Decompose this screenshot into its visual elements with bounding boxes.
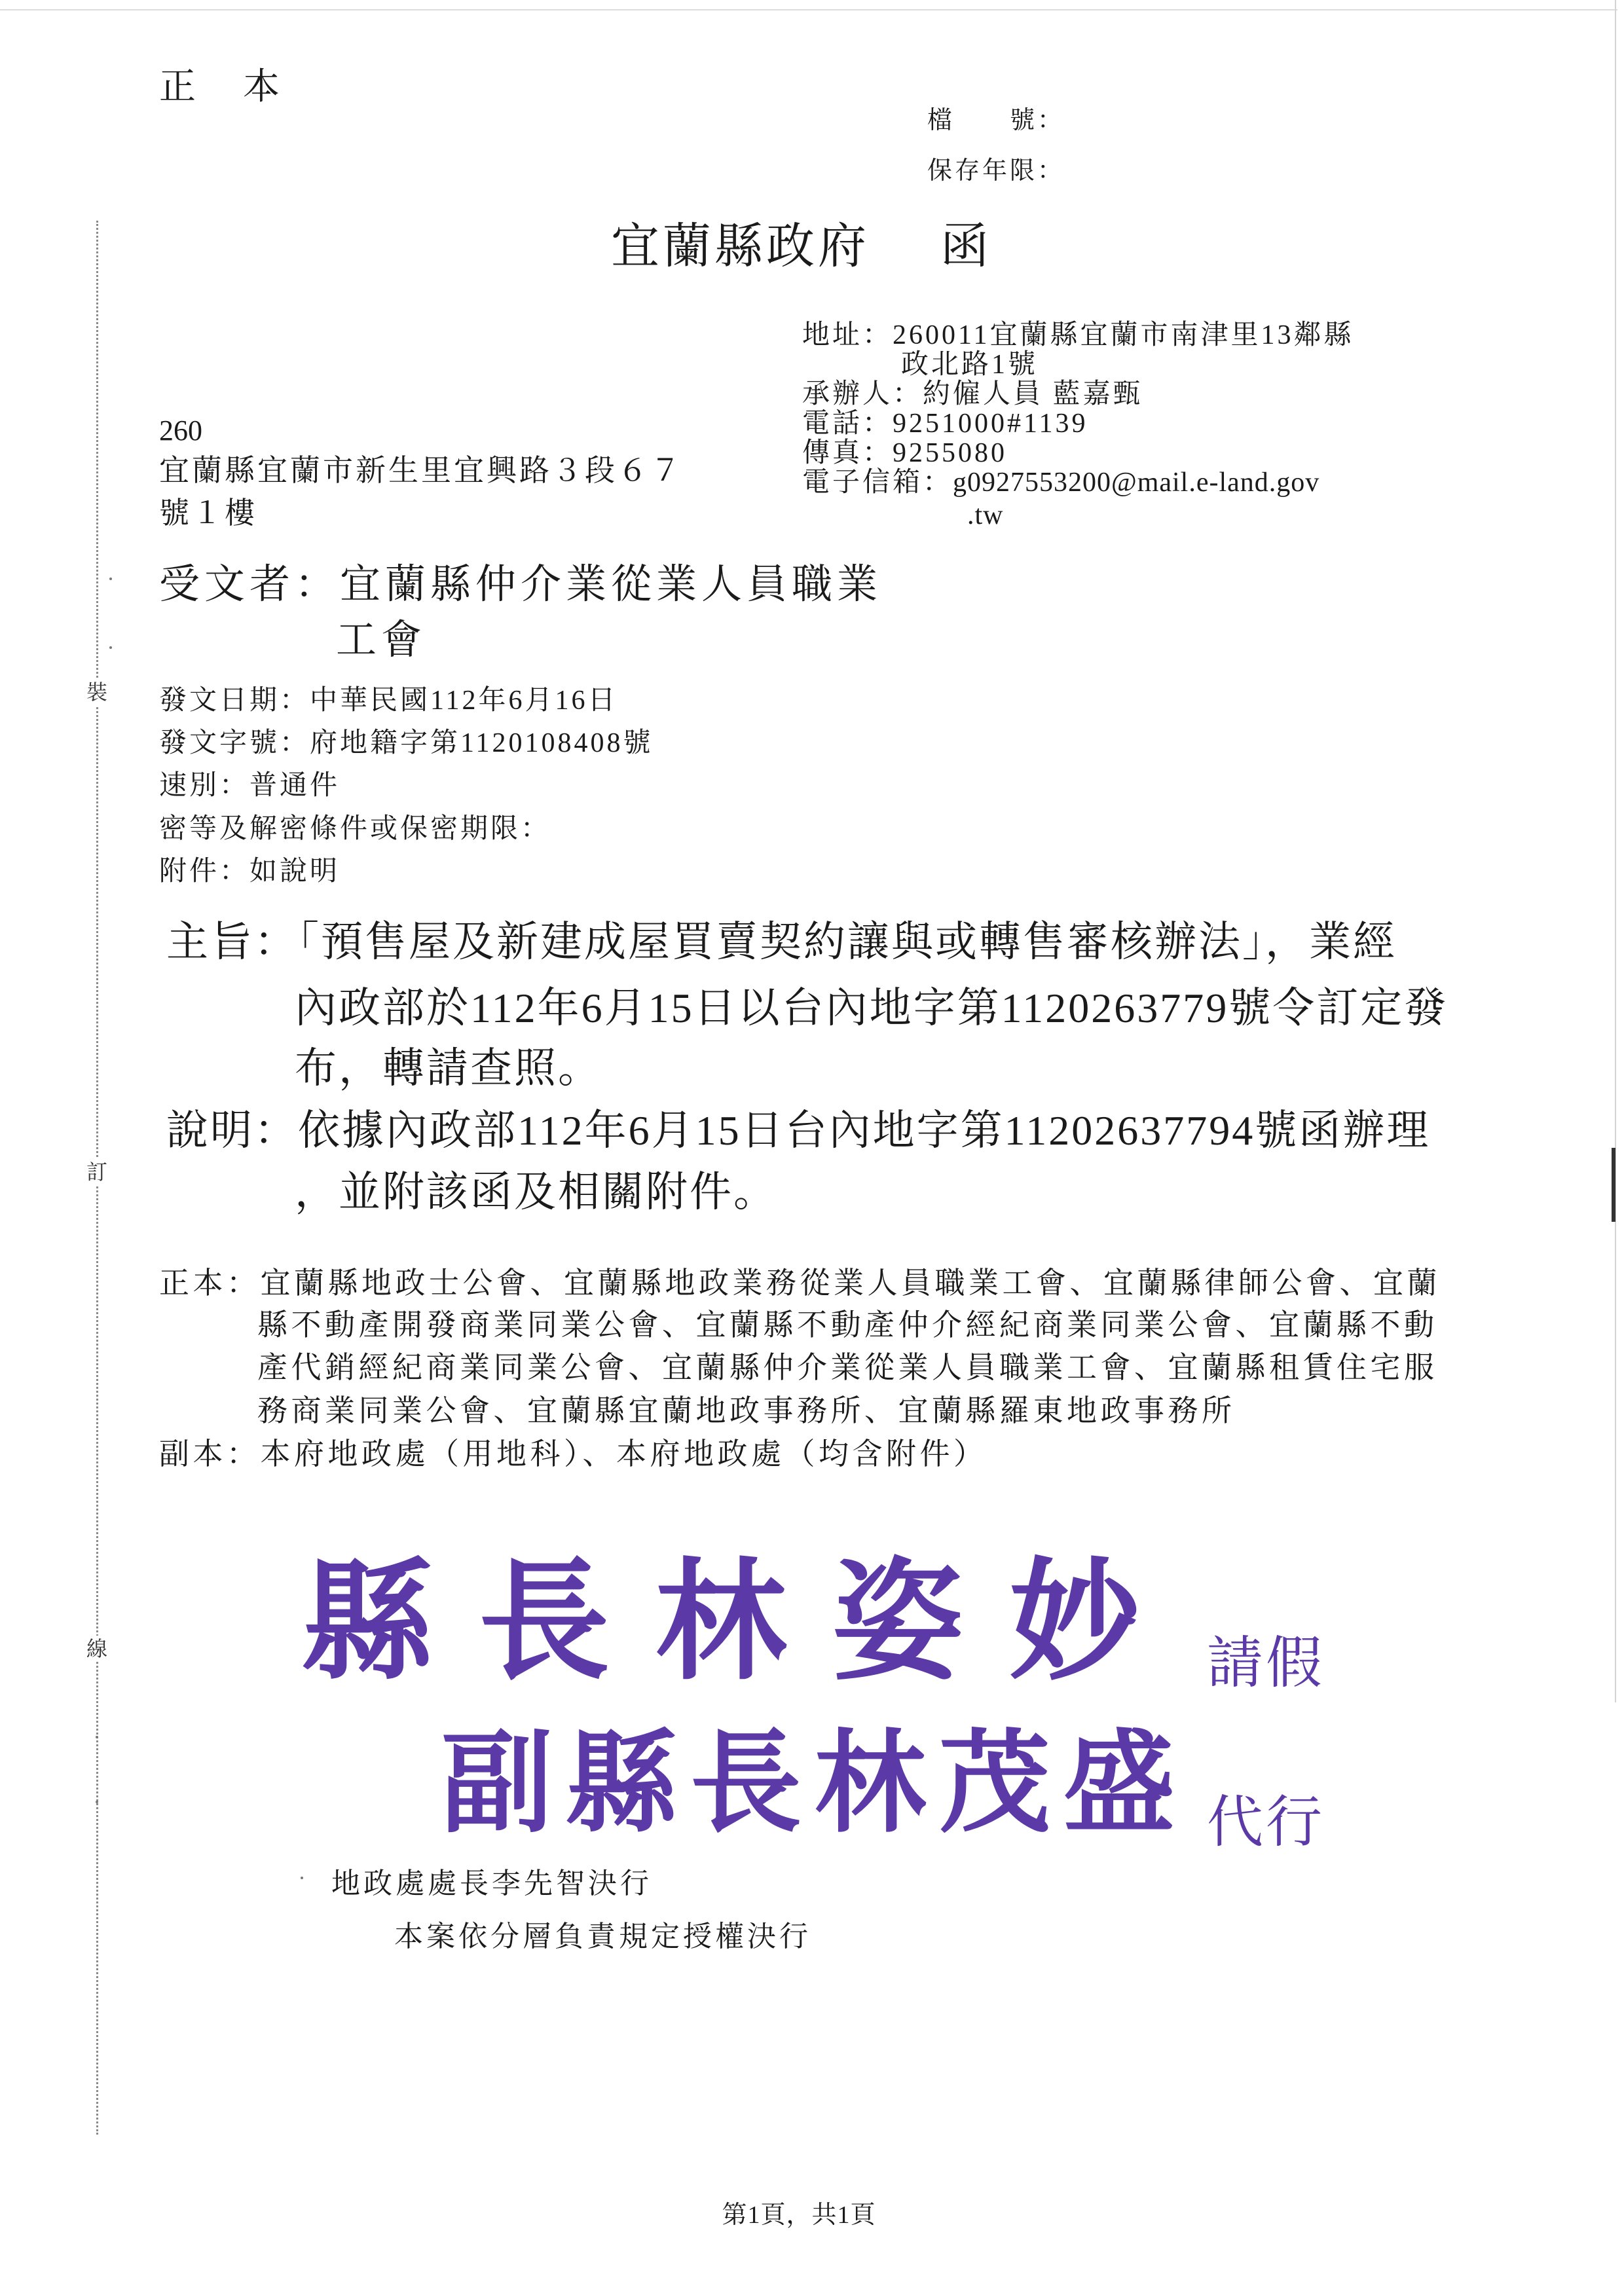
subject-line: 「預售屋及新建成屋買賣契約讓與或轉售審核辦法」，業經 xyxy=(298,919,1397,965)
sender-phone-label: 電話： xyxy=(802,409,893,439)
approval-line: 地政處處長李先智決行 xyxy=(331,1867,652,1900)
scan-speck xyxy=(109,646,112,649)
original-recipients-line: 產代銷經紀商業同業公會、宜蘭縣仲介業從業人員職業工會、宜蘭縣租賃住宅服 xyxy=(257,1351,1438,1384)
copy-recipients-label: 副本： xyxy=(159,1437,261,1471)
subject-row xyxy=(166,921,1397,963)
recipient-name: 宜蘭縣仲介業從業人員職業 xyxy=(340,562,883,607)
scan-top-edge xyxy=(0,9,1617,10)
sender-fax-label: 傳真： xyxy=(802,438,893,468)
copy-recipients-row xyxy=(159,1439,987,1469)
urgency-value: 普通件 xyxy=(249,771,341,801)
sender-handler-label: 承辦人： xyxy=(802,379,923,409)
document-number-label: 發文字號： xyxy=(159,728,310,758)
attachment-value: 如說明 xyxy=(249,856,341,887)
authorization-line: 本案依分層負責規定授權決行 xyxy=(394,1920,811,1953)
sender-email-label: 電子信箱： xyxy=(802,468,953,498)
scan-speck xyxy=(301,1877,303,1879)
deputy-acting-note: 代行 xyxy=(1207,1791,1325,1854)
recipient-name-continuation: 工會 xyxy=(336,618,427,663)
original-recipients-line: 縣不動產開發商業同業公會、宜蘭縣不動產仲介經紀商業同業公會、宜蘭縣不動 xyxy=(257,1308,1438,1342)
sender-address-label: 地址： xyxy=(802,320,893,350)
subject-line: 內政部於112年6月15日以台內地字第1120263779號令訂定發 xyxy=(295,985,1449,1031)
deputy-signature-stamp: 副縣長林茂盛 xyxy=(441,1723,1189,1846)
original-recipients-line: 宜蘭縣地政士公會、宜蘭縣地政業務從業人員職業工會、宜蘭縣律師公會、宜蘭 xyxy=(260,1266,1441,1300)
sender-phone-value: 9251000#1139 xyxy=(893,409,1088,439)
recipient-label: 受文者： xyxy=(159,562,341,607)
binding-char-ding: 訂 xyxy=(86,1160,107,1184)
scan-speck xyxy=(109,578,112,580)
document-number-row xyxy=(159,729,653,757)
sender-handler-row xyxy=(802,380,1143,408)
sender-fax-value: 9255080 xyxy=(893,438,1008,468)
issue-date-value: 中華民國112年6月16日 xyxy=(310,686,618,716)
attachment-label: 附件： xyxy=(159,856,250,887)
document-number-value: 府地籍字第1120108408號 xyxy=(310,728,654,758)
sender-phone-row xyxy=(802,410,1088,437)
magistrate-signature-stamp: 縣長林姿妙 xyxy=(302,1551,1187,1696)
recipient-row xyxy=(159,564,882,605)
recipient-address-line1: 宜蘭縣宜蘭市新生里宜興路３段６７ xyxy=(159,454,683,487)
copy-recipients-value: 本府地政處（用地科）、本府地政處（均含附件） xyxy=(260,1437,987,1471)
copy-type-label: 正 本 xyxy=(159,67,285,107)
sender-fax-row xyxy=(802,439,1007,467)
sender-email-row xyxy=(802,469,1320,496)
scan-right-edge xyxy=(1615,0,1616,1702)
original-recipients-line: 務商業同業公會、宜蘭縣宜蘭地政事務所、宜蘭縣羅東地政事務所 xyxy=(257,1394,1236,1427)
attachment-row xyxy=(159,858,340,885)
retention-period-label: 保存年限： xyxy=(927,157,1065,185)
issue-date-label: 發文日期： xyxy=(159,686,310,716)
recipient-address-line2: 號１樓 xyxy=(159,496,257,530)
classification-row xyxy=(159,815,551,843)
file-number-label: 檔 號： xyxy=(927,107,1065,134)
scan-speck xyxy=(96,1801,98,1803)
explanation-line: ，並附該函及相關附件。 xyxy=(295,1169,777,1215)
original-recipients-row xyxy=(159,1268,1441,1298)
sender-handler-value: 約僱人員 藍嘉甄 xyxy=(923,379,1143,409)
subject-line: 布，轉請查照。 xyxy=(295,1045,602,1092)
sender-address-continuation: 政北路1號 xyxy=(901,350,1039,380)
issuing-organization: 宜蘭縣政府 xyxy=(611,220,870,274)
urgency-row xyxy=(159,772,340,799)
explanation-label: 說明： xyxy=(166,1107,298,1154)
magistrate-leave-note: 請假 xyxy=(1207,1632,1325,1695)
classification-label: 密等及解密條件或保密期限： xyxy=(159,814,551,844)
explanation-line: 依據內政部112年6月15日台內地字第11202637794號函辦理 xyxy=(298,1107,1431,1154)
sender-email-value: g0927553200@mail.e-land.gov xyxy=(953,468,1320,498)
scan-right-mark xyxy=(1612,1148,1615,1222)
sender-address-value: 260011宜蘭縣宜蘭市南津里13鄰縣 xyxy=(893,320,1354,350)
issue-date-row xyxy=(159,687,618,714)
subject-label: 主旨： xyxy=(166,919,298,965)
binding-char-xian: 線 xyxy=(86,1637,107,1661)
explanation-row xyxy=(166,1107,1431,1154)
binding-char-zhuang: 裝 xyxy=(86,680,107,704)
sender-address-row xyxy=(802,321,1354,349)
page-number: 第1頁，共1頁 xyxy=(722,2201,876,2229)
recipient-postal-code: 260 xyxy=(159,414,202,447)
urgency-label: 速別： xyxy=(159,771,250,801)
original-recipients-label: 正本： xyxy=(159,1266,261,1300)
sender-email-continuation: .tw xyxy=(967,500,1004,530)
document-type: 函 xyxy=(940,220,992,274)
scan-speck xyxy=(96,1736,98,1738)
